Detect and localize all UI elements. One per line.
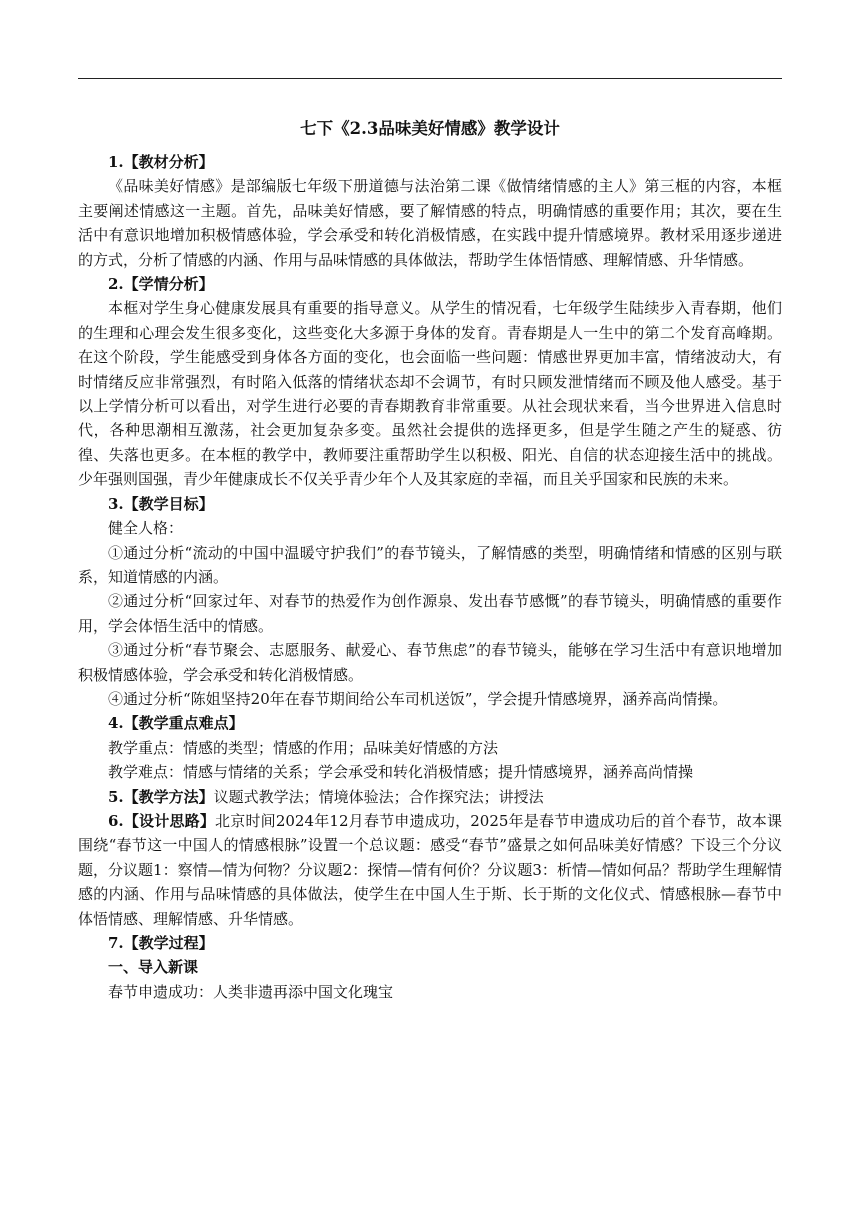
methods-text: 议题式教学法；情境体验法；合作探究法；讲授法	[213, 787, 544, 806]
section-heading-key-points: 4.【教学重点难点】	[108, 714, 244, 733]
section-heading-student-analysis: 2.【学情分析】	[108, 275, 214, 294]
subheading-introduction: 一、导入新课	[108, 958, 199, 977]
section-heading-methods: 5.【教学方法】	[108, 787, 214, 806]
paragraph-introduction: 春节申遗成功：人类非遗再添中国文化瑰宝	[108, 982, 394, 1001]
section-heading-textbook-analysis: 1.【教材分析】	[108, 153, 214, 171]
document-body	[78, 112, 782, 1004]
section-heading-design: 6.【设计思路】	[108, 811, 216, 830]
objective-item-3: ③通过分析“春节聚会、志愿服务、献爱心、春节焦虑”的春节镜头，能够在学习生活中有意识地增加积极情感体验，学会承受和转化消极情感。	[78, 641, 782, 684]
paragraph-student-analysis: 本框对学生身心健康发展具有重要的指导意义。从学生的情况看，七年级学生陆续步入青春期，他们的生理和心理会发生很多变化，这些变化大多源于身体的发育。青春期是人一生中的第二个发育高峰期。在这个阶段，学生能感受到身体各方面的变化，也会面临一些问题：情感世界更加丰富，情绪波动大，有时情绪反应非常强烈，有时陷入低落的情绪状态却不会调节，有时只顾发泄情绪而不顾及他人感受。基于以上学情分析可以看出，对学生进行必要的青春期教育非常重要。从社会现状来看，当今世界进入信息时代，各种思潮相互激荡，社会更加复杂多变。虽然社会提供的选择更多，但是学生随之产生的疑惑、彷徨、失落也更多。在本框的教学中，教师要注重帮助学生以积极、阳光、自信的状态迎接生活中的挑战。少年强则国强，青少年健康成长不仅关乎青少年个人及其家庭的幸福，而且关乎国家和民族的未来。	[78, 299, 782, 489]
section-heading-process: 7.【教学过程】	[108, 934, 214, 952]
objective-item-4: ④通过分析“陈姐坚持20年在春节期间给公车司机送饭”，学会提升情感境界，涵养高尚情操。	[108, 689, 728, 708]
design-text: 北京时间2024年12月春节申遗成功，2025年是春节申遗成功后的首个春节，故本课围绕“春节这一中国人的情感根脉”设置一个总议题：感受“春节”盛景之如何品味美好情感？下设三个分议题，分议题1：察情—情为何物？分议题2：探情—情有何价？分议题3：析情—情如何品？帮助学生理解情感的内涵、作用与品味情感的具体做法，使学生在中国人生于斯、长于斯的文化仪式、情感根脉—春节中体悟情感、理解情感、升华情感。	[78, 811, 782, 928]
objective-item-1: ①通过分析“流动的中国中温暖守护我们”的春节镜头，了解情感的类型，明确情绪和情感的区别与联系，知道情感的内涵。	[78, 543, 782, 586]
section-heading-objectives: 3.【教学目标】	[108, 494, 214, 513]
document-title: 七下《2.3品味美好情感》教学设计	[300, 119, 560, 138]
section-methods	[78, 785, 782, 809]
objective-item-2: ②通过分析“回家过年、对春节的热爱作为创作源泉、发出春节感慨”的春节镜头，明确情感的重要作用，学会体悟生活中的情感。	[78, 592, 782, 635]
difficult-points: 教学难点：情感与情绪的关系；学会承受和转化消极情感；提升情感境界，涵养高尚情操	[108, 763, 694, 782]
header-rule	[78, 78, 782, 79]
key-points: 教学重点：情感的类型；情感的作用；品味美好情感的方法	[108, 738, 499, 757]
paragraph-textbook-analysis: 《品味美好情感》是部编版七年级下册道德与法治第二课《做情绪情感的主人》第三框的内容，本框主要阐述情感这一主题。首先，品味美好情感，要了解情感的特点，明确情感的重要作用；其次，要在生活中有意识地增加积极情感体验，学会承受和转化消极情感，在实践中提升情感境界。教材采用逐步递进的方式，分析了情感的内涵、作用与品味情感的具体做法，帮助学生体悟情感、理解情感、升华情感。	[78, 177, 782, 269]
section-design	[78, 809, 782, 931]
objectives-intro: 健全人格：	[108, 519, 184, 538]
